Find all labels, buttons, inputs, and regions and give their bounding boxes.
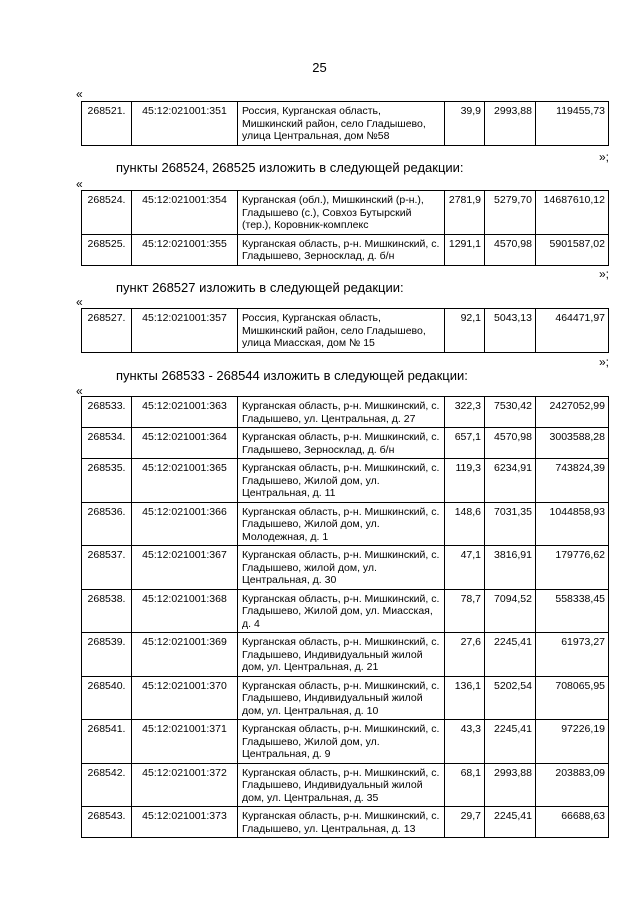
unit-price: 2993,88 [485,102,536,146]
address: Курганская область, р-н. Мишкинский, с. Гладышево, Индивидуальный жилой дом, ул. Центральная, д. 35 [238,763,445,807]
table-row [82,102,609,146]
unit-price: 4570,98 [485,428,536,459]
row-number: 268534. [82,428,132,459]
unit-price: 5043,13 [485,309,536,353]
cadastral-number: 45:12:021001:355 [132,234,238,265]
cadastral-value: 5901587,02 [536,234,609,265]
cadastral-number: 45:12:021001:371 [132,720,238,764]
address: Курганская область, р-н. Мишкинский, с. Гладышево, Жилой дом, ул. Центральная, д. 9 [238,720,445,764]
area: 68,1 [445,763,485,807]
area: 657,1 [445,428,485,459]
unit-price: 7031,35 [485,502,536,546]
cadastral-number: 45:12:021001:373 [132,807,238,838]
page-number: 25 [312,60,327,75]
address: Курганская область, р-н. Мишкинский, с. Гладышево, Индивидуальный жилой дом, ул. Центральная, д. 21 [238,633,445,677]
row-number: 268542. [82,763,132,807]
unit-price: 5279,70 [485,191,536,235]
row-number: 268543. [82,807,132,838]
row-number: 268540. [82,676,132,720]
area: 322,3 [445,397,485,428]
cadastral-value: 3003588,28 [536,428,609,459]
opening-quote: « [76,295,83,309]
row-number: 268537. [82,546,132,590]
cadastral-value: 66688,63 [536,807,609,838]
row-number: 268533. [82,397,132,428]
table-row [82,459,609,503]
cadastral-number: 45:12:021001:364 [132,428,238,459]
property-table [81,101,609,146]
address: Курганская область, р-н. Мишкинский, с. Гладышево, Жилой дом, ул. Миасская, д. 4 [238,589,445,633]
cadastral-number: 45:12:021001:354 [132,191,238,235]
area: 27,6 [445,633,485,677]
cadastral-number: 45:12:021001:363 [132,397,238,428]
opening-quote: « [76,87,83,101]
table-row [82,633,609,677]
closing-quote: »; [598,150,609,164]
cadastral-value: 203883,09 [536,763,609,807]
cadastral-number: 45:12:021001:369 [132,633,238,677]
property-table [81,190,609,266]
row-number: 268527. [82,309,132,353]
property-table [81,396,609,838]
cadastral-value: 743824,39 [536,459,609,503]
unit-price: 6234,91 [485,459,536,503]
cadastral-value: 119455,73 [536,102,609,146]
row-number: 268538. [82,589,132,633]
table-row [82,234,609,265]
cadastral-value: 179776,62 [536,546,609,590]
area: 92,1 [445,309,485,353]
closing-quote: »; [598,355,609,369]
table-row [82,720,609,764]
area: 2781,9 [445,191,485,235]
unit-price: 2245,41 [485,720,536,764]
address: Курганская область, р-н. Мишкинский, с. Гладышево, Жилой дом, ул. Центральная, д. 11 [238,459,445,503]
row-number: 268535. [82,459,132,503]
table-row [82,428,609,459]
cadastral-value: 97226,19 [536,720,609,764]
unit-price: 7094,52 [485,589,536,633]
address: Курганская область, р-н. Мишкинский, с. Гладышево, Индивидуальный жилой дом, ул. Центральная, д. 10 [238,676,445,720]
cadastral-number: 45:12:021001:365 [132,459,238,503]
address: Курганская (обл.), Мишкинский (р-н.), Гладышево (с.), Совхоз Бутырский (тер.), Коровник-комплекс [238,191,445,235]
unit-price: 7530,42 [485,397,536,428]
table-row [82,397,609,428]
address: Россия, Курганская область, Мишкинский район, село Гладышево, улица Центральная, дом №58 [238,102,445,146]
area: 78,7 [445,589,485,633]
area: 39,9 [445,102,485,146]
cadastral-value: 2427052,99 [536,397,609,428]
row-number: 268524. [82,191,132,235]
amendment-instruction: пункты 268533 - 268544 изложить в следующей редакции: [116,368,468,383]
table-row [82,589,609,633]
unit-price: 2993,88 [485,763,536,807]
unit-price: 4570,98 [485,234,536,265]
unit-price: 2245,41 [485,807,536,838]
unit-price: 5202,54 [485,676,536,720]
cadastral-number: 45:12:021001:372 [132,763,238,807]
area: 43,3 [445,720,485,764]
table-row [82,763,609,807]
opening-quote: « [76,177,83,191]
unit-price: 3816,91 [485,546,536,590]
unit-price: 2245,41 [485,633,536,677]
cadastral-number: 45:12:021001:351 [132,102,238,146]
row-number: 268536. [82,502,132,546]
address: Курганская область, р-н. Мишкинский, с. Гладышево, Зерносклад, д. б/н [238,428,445,459]
amendment-instruction: пункты 268524, 268525 изложить в следующей редакции: [116,160,464,175]
area: 148,6 [445,502,485,546]
cadastral-number: 45:12:021001:368 [132,589,238,633]
cadastral-value: 61973,27 [536,633,609,677]
table-row [82,807,609,838]
opening-quote: « [76,384,83,398]
address: Курганская область, р-н. Мишкинский, с. Гладышево, Зерносклад, д. б/н [238,234,445,265]
table-row [82,502,609,546]
table-row [82,546,609,590]
row-number: 268541. [82,720,132,764]
table-row [82,309,609,353]
area: 136,1 [445,676,485,720]
cadastral-number: 45:12:021001:370 [132,676,238,720]
cadastral-number: 45:12:021001:367 [132,546,238,590]
cadastral-value: 464471,97 [536,309,609,353]
cadastral-value: 558338,45 [536,589,609,633]
cadastral-value: 14687610,12 [536,191,609,235]
property-table [81,308,609,353]
cadastral-number: 45:12:021001:357 [132,309,238,353]
area: 29,7 [445,807,485,838]
table-row [82,191,609,235]
cadastral-value: 1044858,93 [536,502,609,546]
row-number: 268521. [82,102,132,146]
address: Курганская область, р-н. Мишкинский, с. Гладышево, жилой дом, ул. Центральная, д. 30 [238,546,445,590]
amendment-instruction: пункт 268527 изложить в следующей редакции: [116,280,404,295]
address: Курганская область, р-н. Мишкинский, с. Гладышево, ул. Центральная, д. 13 [238,807,445,838]
cadastral-number: 45:12:021001:366 [132,502,238,546]
area: 47,1 [445,546,485,590]
table-row [82,676,609,720]
address: Россия, Курганская область, Мишкинский район, село Гладышево, улица Миасская, дом № 15 [238,309,445,353]
cadastral-value: 708065,95 [536,676,609,720]
closing-quote: »; [598,267,609,281]
row-number: 268539. [82,633,132,677]
row-number: 268525. [82,234,132,265]
address: Курганская область, р-н. Мишкинский, с. Гладышево, ул. Центральная, д. 27 [238,397,445,428]
area: 1291,1 [445,234,485,265]
area: 119,3 [445,459,485,503]
address: Курганская область, р-н. Мишкинский, с. Гладышево, Жилой дом, ул. Молодежная, д. 1 [238,502,445,546]
